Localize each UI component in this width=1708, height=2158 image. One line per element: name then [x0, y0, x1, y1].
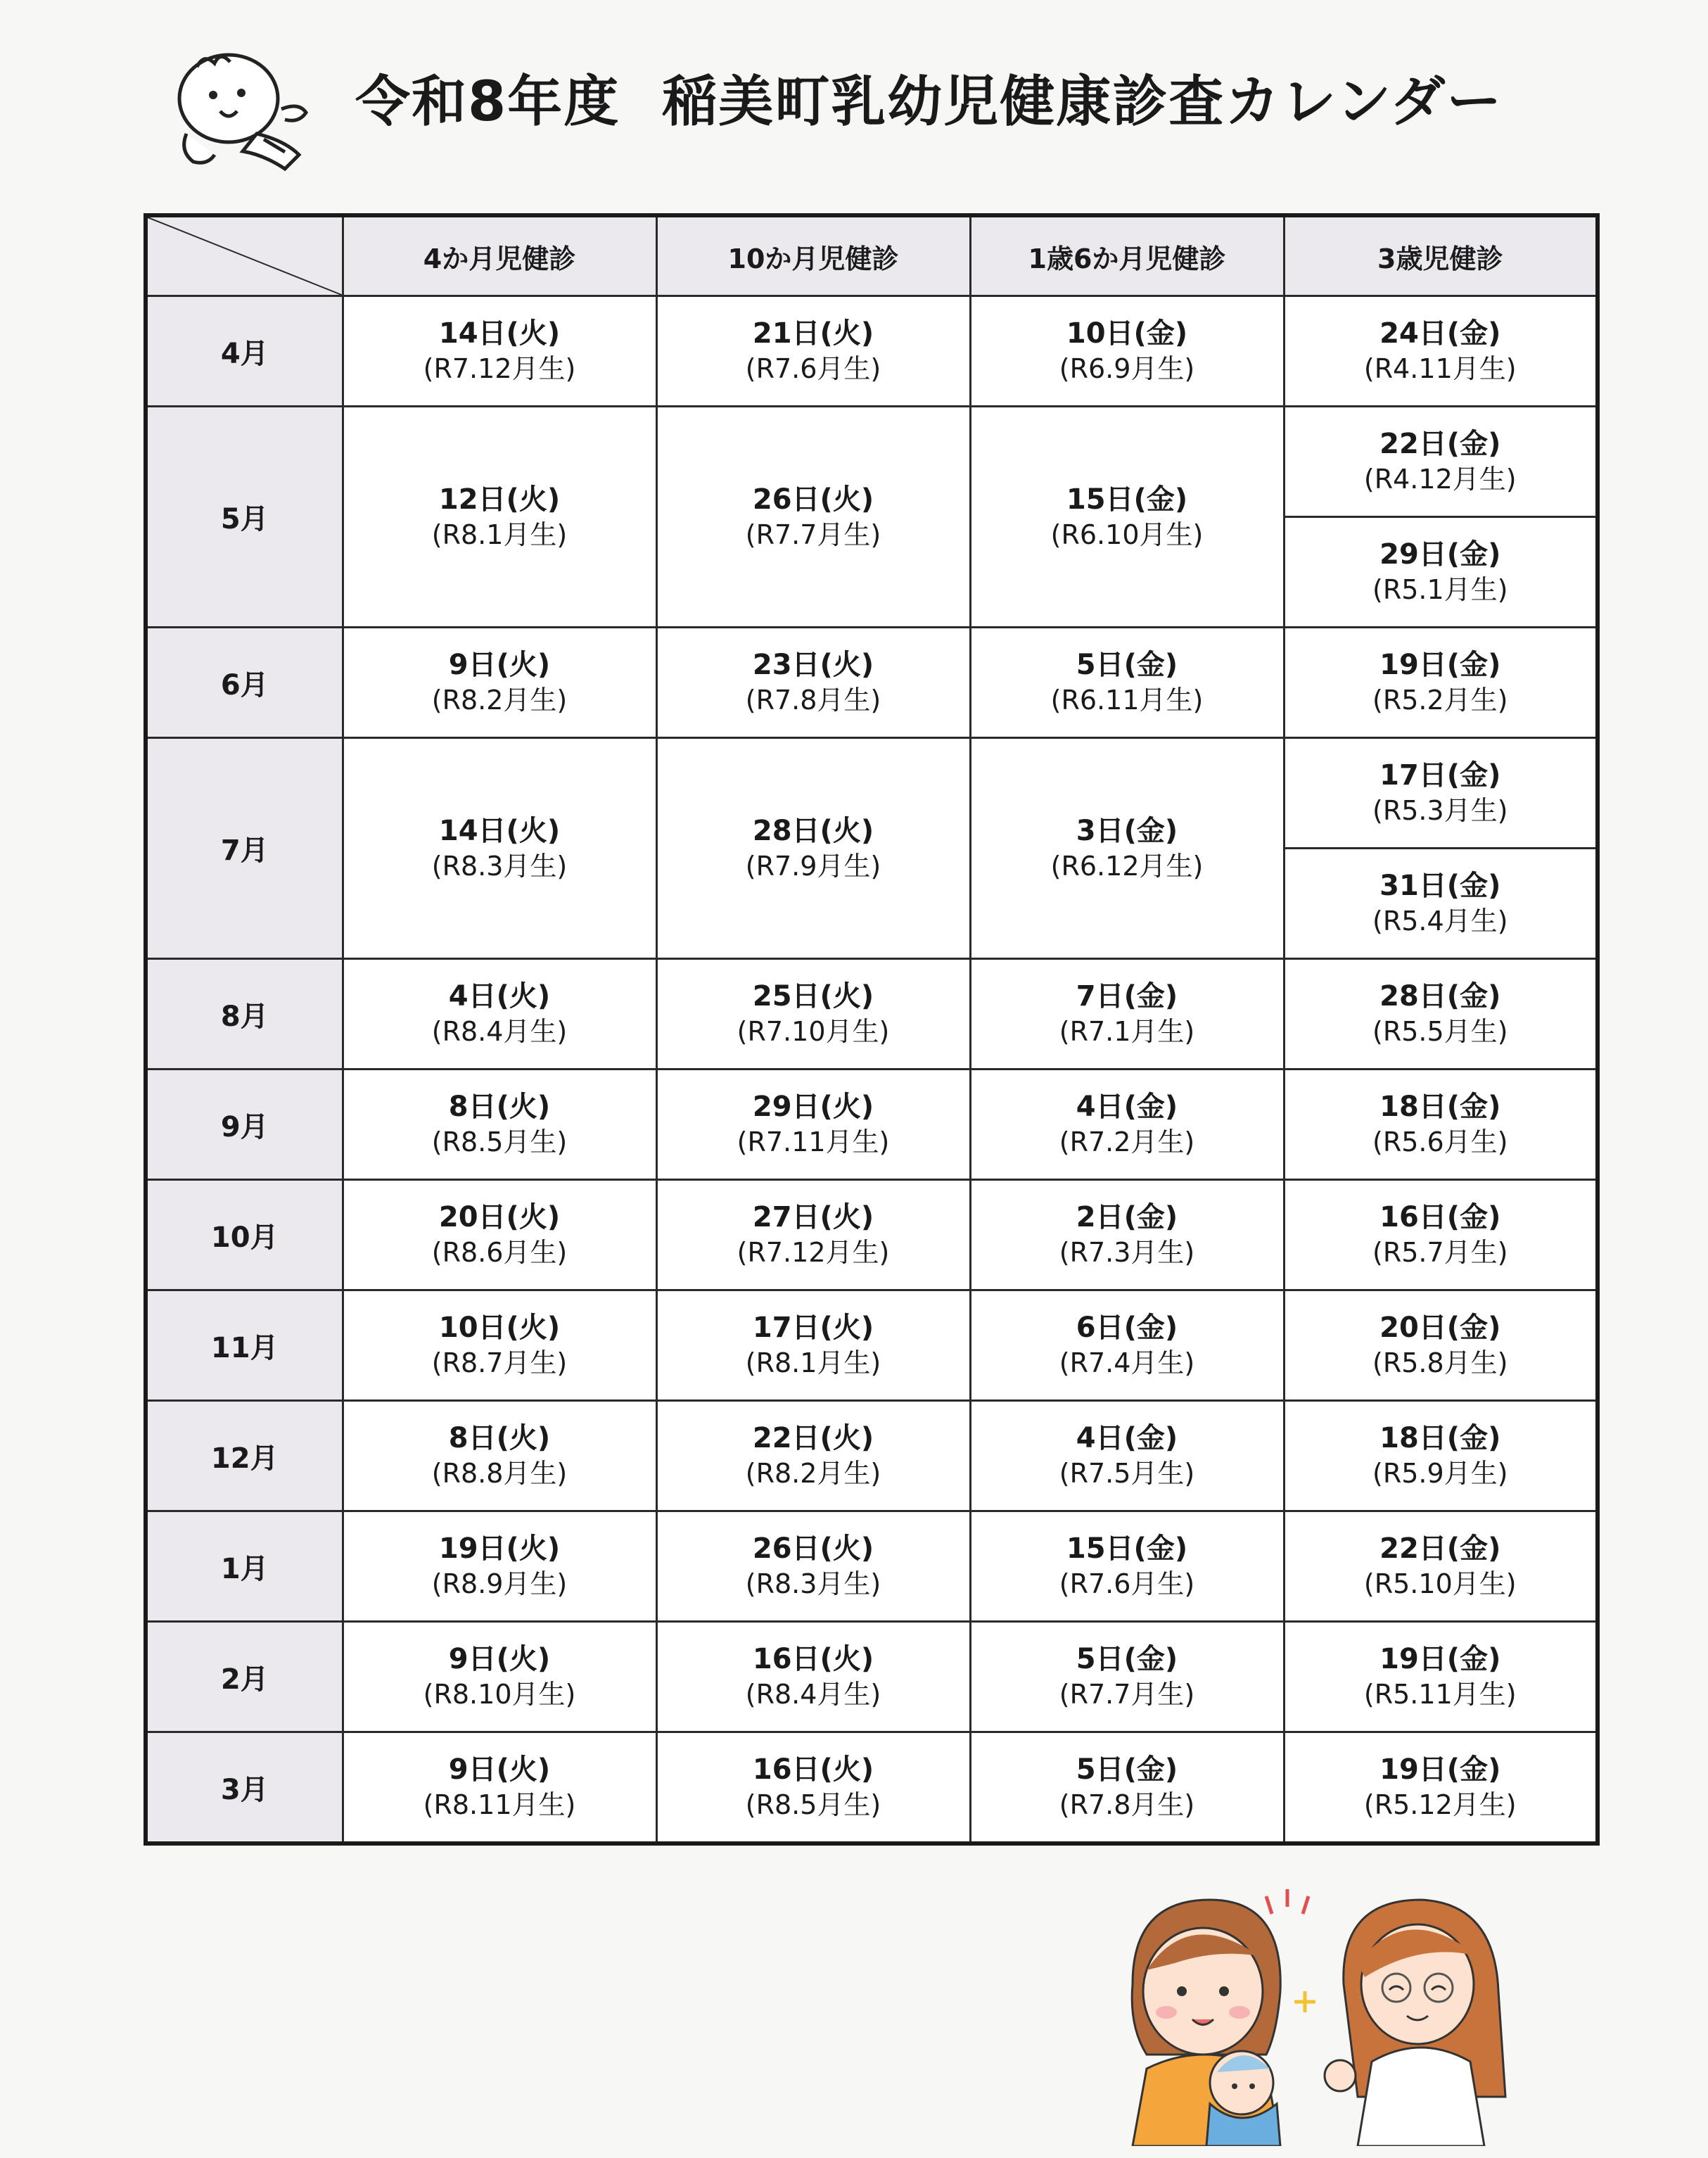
month-label: 2月	[146, 1622, 343, 1732]
birth-month: (R7.5月生)	[1059, 1458, 1195, 1489]
birth-month: (R5.2月生)	[1372, 685, 1508, 716]
checkup-date: 8日(火)	[448, 1422, 551, 1454]
checkup-date: 16日(火)	[752, 1643, 874, 1675]
schedule-cell	[970, 1401, 1284, 1511]
birth-month: (R8.1月生)	[745, 1347, 881, 1378]
birth-month: (R8.1月生)	[431, 519, 568, 550]
checkup-date: 17日(金)	[1379, 759, 1501, 792]
schedule-cell	[1284, 1622, 1598, 1732]
birth-month: (R5.10月生)	[1363, 1568, 1517, 1599]
column-header-4-months: 4か月児健診	[343, 215, 656, 296]
birth-month: (R7.7月生)	[1059, 1679, 1195, 1710]
checkup-date: 7日(金)	[1076, 980, 1178, 1013]
mother-baby-nurse-illustration	[1119, 1886, 1512, 2146]
month-label: 7月	[146, 738, 343, 959]
birth-month: (R5.6月生)	[1372, 1126, 1508, 1157]
birth-month: (R5.1月生)	[1372, 574, 1508, 605]
title-year: 令和8年度	[355, 70, 620, 134]
birth-month: (R7.8月生)	[1059, 1789, 1195, 1820]
birth-month: (R7.7月生)	[745, 519, 881, 550]
birth-month: (R7.12月生)	[737, 1237, 890, 1268]
birth-month: (R6.12月生)	[1050, 850, 1204, 882]
birth-month: (R5.12月生)	[1363, 1789, 1517, 1820]
checkup-date: 5日(金)	[1076, 1753, 1178, 1786]
checkup-date: 3日(金)	[1076, 814, 1178, 847]
checkup-date: 18日(金)	[1379, 1091, 1501, 1123]
birth-month: (R8.5月生)	[431, 1126, 568, 1157]
diagonal-line	[148, 217, 342, 295]
checkup-date: 14日(火)	[438, 814, 561, 847]
checkup-date: 20日(金)	[1379, 1312, 1501, 1344]
checkup-date: 21日(火)	[752, 317, 874, 350]
birth-month: (R7.9月生)	[745, 850, 881, 882]
birth-month: (R5.5月生)	[1372, 1016, 1508, 1047]
birth-month: (R7.6月生)	[1059, 1568, 1195, 1599]
birth-month: (R7.11月生)	[737, 1126, 890, 1157]
schedule-cell	[970, 738, 1284, 959]
schedule-cell	[656, 1070, 970, 1180]
schedule-cell	[970, 1290, 1284, 1401]
birth-month: (R8.6月生)	[431, 1237, 568, 1268]
schedule-cell	[343, 1732, 656, 1844]
birth-month: (R4.12月生)	[1363, 464, 1517, 495]
schedule-cell	[970, 1180, 1284, 1290]
checkup-date: 16日(金)	[1379, 1201, 1501, 1233]
birth-month: (R5.8月生)	[1372, 1347, 1508, 1378]
checkup-date: 15日(金)	[1066, 1532, 1188, 1565]
table-row	[146, 738, 1598, 849]
schedule-cell	[1284, 407, 1598, 517]
birth-month: (R8.10月生)	[423, 1679, 576, 1710]
month-label: 8月	[146, 959, 343, 1070]
birth-month: (R7.10月生)	[737, 1016, 890, 1047]
schedule-cell	[1284, 1180, 1598, 1290]
schedule-cell	[656, 1732, 970, 1844]
checkup-date: 19日(金)	[1379, 1643, 1501, 1675]
birth-month: (R8.11月生)	[423, 1789, 576, 1820]
checkup-date: 15日(金)	[1066, 483, 1188, 516]
schedule-cell	[656, 959, 970, 1070]
birth-month: (R8.4月生)	[745, 1679, 881, 1710]
month-label: 4月	[146, 296, 343, 407]
checkup-date: 28日(金)	[1379, 980, 1501, 1013]
table-row	[146, 1401, 1598, 1511]
checkup-date: 5日(金)	[1076, 649, 1178, 681]
birth-month: (R6.9月生)	[1059, 353, 1195, 384]
schedule-cell	[1284, 959, 1598, 1070]
birth-month: (R7.8月生)	[745, 685, 881, 716]
checkup-date: 27日(火)	[752, 1201, 874, 1233]
birth-month: (R8.3月生)	[745, 1568, 881, 1599]
table-row	[146, 1290, 1598, 1401]
table-row	[146, 1180, 1598, 1290]
checkup-date: 8日(火)	[448, 1091, 551, 1123]
birth-month: (R6.10月生)	[1050, 519, 1204, 550]
checkup-date: 18日(金)	[1379, 1422, 1501, 1454]
schedule-cell	[970, 628, 1284, 738]
birth-month: (R5.3月生)	[1372, 795, 1508, 826]
schedule-cell	[970, 407, 1284, 628]
schedule-cell	[970, 1511, 1284, 1622]
birth-month: (R8.4月生)	[431, 1016, 568, 1047]
schedule-cell	[1284, 1290, 1598, 1401]
checkup-date: 25日(火)	[752, 980, 874, 1013]
checkup-date: 14日(火)	[438, 317, 561, 350]
schedule-cell	[970, 959, 1284, 1070]
birth-month: (R7.2月生)	[1059, 1126, 1195, 1157]
checkup-date: 4日(火)	[448, 980, 551, 1013]
schedule-cell	[656, 1511, 970, 1622]
birth-month: (R8.7月生)	[431, 1347, 568, 1378]
table-row	[146, 628, 1598, 738]
schedule-cell	[343, 1290, 656, 1401]
checkup-date: 22日(金)	[1379, 428, 1501, 460]
schedule-cell	[1284, 517, 1598, 628]
schedule-cell	[343, 738, 656, 959]
schedule-cell	[343, 1511, 656, 1622]
checkup-date: 19日(金)	[1379, 1753, 1501, 1786]
schedule-cell	[970, 296, 1284, 407]
schedule-cell	[656, 1401, 970, 1511]
schedule-cell	[656, 407, 970, 628]
checkup-date: 20日(火)	[438, 1201, 561, 1233]
checkup-date: 5日(金)	[1076, 1643, 1178, 1675]
schedule-cell	[1284, 628, 1598, 738]
schedule-cell	[343, 1180, 656, 1290]
birth-month: (R7.3月生)	[1059, 1237, 1195, 1268]
column-header-10-months: 10か月児健診	[656, 215, 970, 296]
month-label: 10月	[146, 1180, 343, 1290]
schedule-cell	[343, 628, 656, 738]
checkup-date: 26日(火)	[752, 483, 874, 516]
schedule-cell	[343, 1401, 656, 1511]
checkup-date: 24日(金)	[1379, 317, 1501, 350]
table-row	[146, 407, 1598, 517]
checkup-date: 28日(火)	[752, 814, 874, 847]
schedule-cell	[1284, 1511, 1598, 1622]
checkup-date: 26日(火)	[752, 1532, 874, 1565]
birth-month: (R7.6月生)	[745, 353, 881, 384]
month-label: 9月	[146, 1070, 343, 1180]
month-label: 1月	[146, 1511, 343, 1622]
column-header-3-years: 3歳児健診	[1284, 215, 1598, 296]
schedule-cell	[656, 1290, 970, 1401]
birth-month: (R8.2月生)	[431, 685, 568, 716]
column-header-1y6m: 1歳6か月児健診	[970, 215, 1284, 296]
schedule-cell	[656, 1180, 970, 1290]
checkup-date: 29日(火)	[752, 1091, 874, 1123]
month-label: 12月	[146, 1401, 343, 1511]
birth-month: (R6.11月生)	[1050, 685, 1204, 716]
month-label: 6月	[146, 628, 343, 738]
birth-month: (R8.2月生)	[745, 1458, 881, 1489]
schedule-cell	[1284, 1401, 1598, 1511]
birth-month: (R8.9月生)	[431, 1568, 568, 1599]
schedule-cell	[656, 628, 970, 738]
title-main: 稲美町乳幼児健康診査カレンダー	[662, 70, 1503, 134]
table-row	[146, 296, 1598, 407]
birth-month: (R8.8月生)	[431, 1458, 568, 1489]
birth-month: (R7.1月生)	[1059, 1016, 1195, 1047]
checkup-date: 4日(金)	[1076, 1091, 1178, 1123]
schedule-cell	[970, 1732, 1284, 1844]
birth-month: (R4.11月生)	[1363, 353, 1517, 384]
birth-month: (R5.7月生)	[1372, 1237, 1508, 1268]
schedule-cell	[656, 738, 970, 959]
checkup-date: 19日(金)	[1379, 649, 1501, 681]
birth-month: (R5.9月生)	[1372, 1458, 1508, 1489]
birth-month: (R5.4月生)	[1372, 906, 1508, 937]
checkup-date: 29日(金)	[1379, 538, 1501, 571]
table-row	[146, 1732, 1598, 1844]
schedule-cell	[343, 1070, 656, 1180]
birth-month: (R7.4月生)	[1059, 1347, 1195, 1378]
birth-month: (R8.3月生)	[431, 850, 568, 882]
month-label: 5月	[146, 407, 343, 628]
checkup-date: 22日(金)	[1379, 1532, 1501, 1565]
month-label: 3月	[146, 1732, 343, 1844]
checkup-date: 10日(火)	[438, 1312, 561, 1344]
birth-month: (R5.11月生)	[1363, 1679, 1517, 1710]
table-row	[146, 1511, 1598, 1622]
checkup-date: 17日(火)	[752, 1312, 874, 1344]
checkup-date: 9日(火)	[448, 1643, 551, 1675]
schedule-cell	[1284, 849, 1598, 959]
table-row	[146, 959, 1598, 1070]
checkup-date: 9日(火)	[448, 1753, 551, 1786]
schedule-cell	[1284, 296, 1598, 407]
schedule-cell	[656, 1622, 970, 1732]
schedule-cell	[656, 296, 970, 407]
schedule-cell	[1284, 1070, 1598, 1180]
schedule-cell	[343, 296, 656, 407]
schedule-cell	[970, 1622, 1284, 1732]
checkup-date: 31日(金)	[1379, 870, 1501, 902]
checkup-date: 2日(金)	[1076, 1201, 1178, 1233]
schedule-cell	[343, 1622, 656, 1732]
schedule-cell	[343, 407, 656, 628]
checkup-date: 6日(金)	[1076, 1312, 1178, 1344]
baby-illustration	[158, 42, 317, 183]
checkup-date: 16日(火)	[752, 1753, 874, 1786]
checkup-date: 19日(火)	[438, 1532, 561, 1565]
checkup-date: 23日(火)	[752, 649, 874, 681]
corner-header-cell	[146, 215, 343, 296]
schedule-cell	[1284, 1732, 1598, 1844]
birth-month: (R8.5月生)	[745, 1789, 881, 1820]
checkup-calendar-table	[144, 213, 1600, 1846]
schedule-cell	[1284, 738, 1598, 849]
table-row	[146, 1622, 1598, 1732]
page-title	[355, 60, 1503, 144]
birth-month: (R7.12月生)	[423, 353, 576, 384]
schedule-cell	[343, 959, 656, 1070]
checkup-date: 4日(金)	[1076, 1422, 1178, 1454]
schedule-cell	[970, 1070, 1284, 1180]
checkup-date: 10日(金)	[1066, 317, 1188, 350]
checkup-date: 12日(火)	[438, 483, 561, 516]
month-label: 11月	[146, 1290, 343, 1401]
checkup-date: 22日(火)	[752, 1422, 874, 1454]
checkup-date: 9日(火)	[448, 649, 551, 681]
table-row	[146, 1070, 1598, 1180]
